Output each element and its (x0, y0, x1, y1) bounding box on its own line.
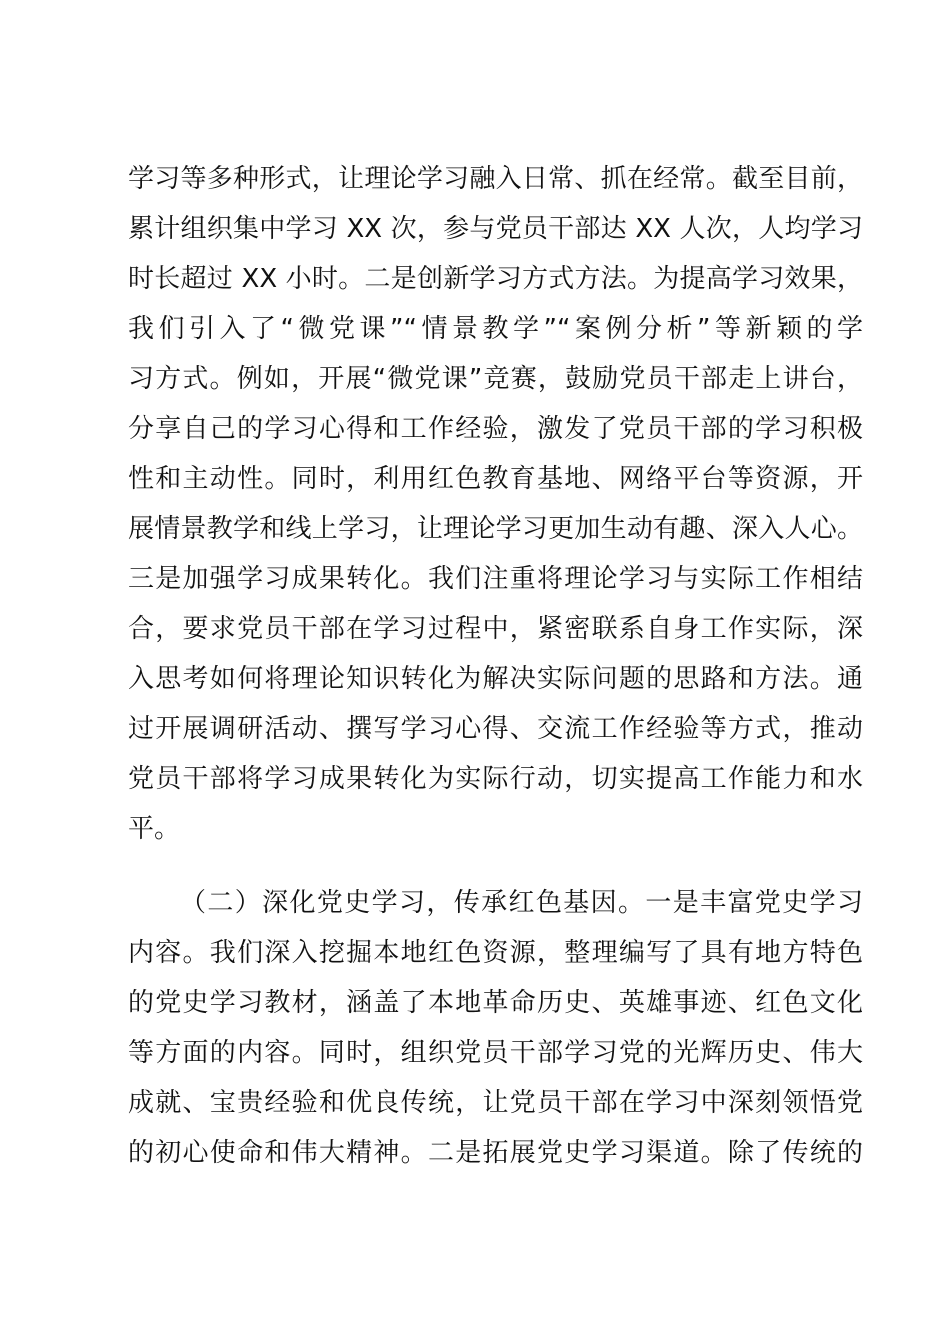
paragraph-1 (128, 154, 863, 854)
paragraph-line: 过开展调研活动、撰写学习心得、交流工作经验等方式，推动 (128, 714, 863, 744)
paragraph-line: 时长超过 XX 小时。二是创新学习方式方法。为提高学习效果， (128, 264, 863, 294)
paragraph-line: 内容。我们深入挖掘本地红色资源，整理编写了具有地方特色 (128, 938, 863, 968)
paragraph-2 (128, 878, 863, 1178)
paragraph-line: 三是加强学习成果转化。我们注重将理论学习与实际工作相结 (128, 564, 863, 594)
paragraph-line: 分享自己的学习心得和工作经验，激发了党员干部的学习积极 (128, 414, 863, 444)
paragraph-line: （二）深化党史学习，传承红色基因。一是丰富党史学习 (180, 888, 863, 918)
paragraph-line: 我们引入了“微党课”“情景教学”“案例分析”等新颖的学 (128, 314, 863, 344)
paragraph-line: 的党史学习教材，涵盖了本地革命历史、英雄事迹、红色文化 (128, 988, 863, 1018)
paragraph-line: 党员干部将学习成果转化为实际行动，切实提高工作能力和水 (128, 764, 863, 794)
paragraph-line: 习方式。例如，开展“微党课”竞赛，鼓励党员干部走上讲台， (128, 364, 863, 394)
paragraph-line: 的初心使命和伟大精神。二是拓展党史学习渠道。除了传统的 (128, 1138, 863, 1168)
paragraph-line: 学习等多种形式，让理论学习融入日常、抓在经常。截至目前， (128, 164, 863, 194)
paragraph-line: 平。 (128, 814, 181, 844)
paragraph-line: 合，要求党员干部在学习过程中，紧密联系自身工作实际，深 (128, 614, 863, 644)
paragraph-line: 成就、宝贵经验和优良传统，让党员干部在学习中深刻领悟党 (128, 1088, 863, 1118)
paragraph-line: 等方面的内容。同时，组织党员干部学习党的光辉历史、伟大 (128, 1038, 863, 1068)
paragraph-line: 累计组织集中学习 XX 次，参与党员干部达 XX 人次，人均学习 (128, 214, 863, 244)
paragraph-line: 展情景教学和线上学习，让理论学习更加生动有趣、深入人心。 (128, 514, 863, 544)
paragraph-line: 入思考如何将理论知识转化为解决实际问题的思路和方法。通 (128, 664, 863, 694)
paragraph-line: 性和主动性。同时，利用红色教育基地、网络平台等资源，开 (128, 464, 863, 494)
